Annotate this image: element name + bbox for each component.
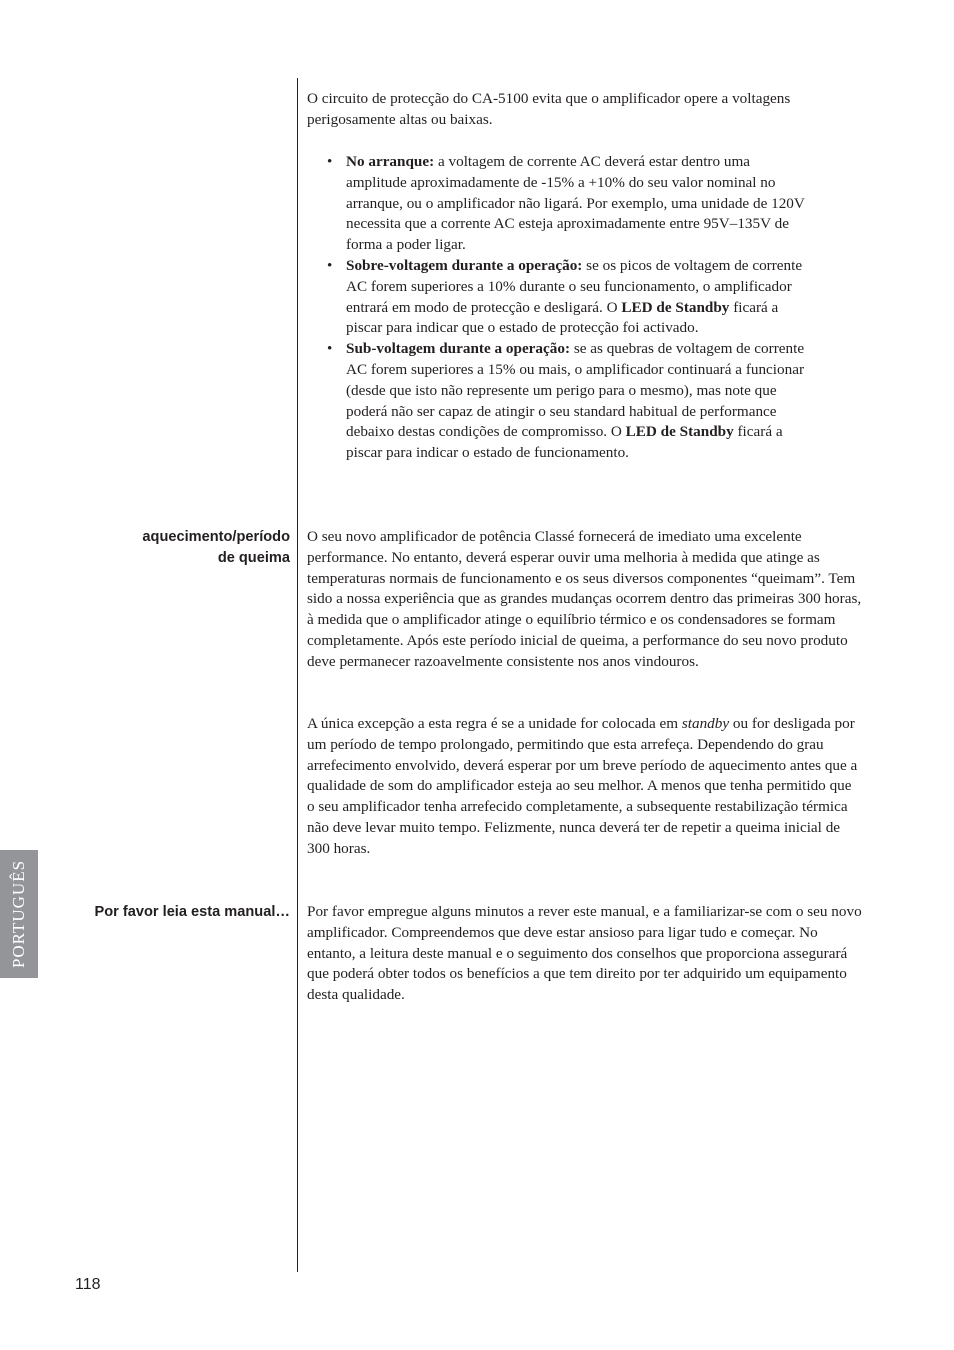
page-number: 118 — [75, 1276, 101, 1293]
heading-line: Por favor leia esta manual… — [94, 904, 290, 920]
bullet-startup — [327, 152, 807, 256]
bullet-text: a voltagem de corrente AC deverá estar dentro uma amplitude aproximadamente de -15% a +10% do seu valor nominal no arranque, ou o amplificador não ligará. Por exemplo, uma unidade de 120V necessita que a corrente AC esteja aproximadamente entre 95V–135V de forma a poder ligar. — [346, 153, 805, 254]
bullet-title: No arranque: — [346, 153, 435, 170]
intro-paragraph — [307, 89, 862, 131]
warmup-paragraph-1 — [307, 527, 862, 673]
bullet-text: se as quebras de voltagem de corrente AC forem superiores a 15% ou mais, o amplificador continuará a funcionar (desde que isto não represente um perigo para o mesmo), mas note que poderá não ser capaz de atingir o seu standard habitual de performance debaixo destas condições de compromisso. O — [346, 340, 805, 441]
paragraph-text — [307, 714, 862, 860]
column-divider — [297, 78, 298, 1272]
heading-line: de queima — [217, 549, 290, 566]
bullet-dot: • — [327, 256, 333, 274]
bullet-text: se os picos de voltagem de corrente AC forem superiores a 10% durante o seu funcionamento, o amplificador entrará em modo de protecção e desligará. O — [346, 256, 803, 316]
paragraph-text: Por favor empregue alguns minutos a rever este manual, e a familiarizar-se com o seu novo amplificador. Compreendemos que deve estar ansioso para ligar tudo e começar. No entanto, a leitura deste manual e o seguimento dos conselhos que proporciona assegurará que poderá obter todos os benefícios a que tem direito por ter adquirido um equipamento desta qualidade. — [307, 903, 862, 1004]
paragraph-text-end: ou for desligada por um período de tempo prolongado, permitindo que esta arrefeça. Dependendo do grau arrefecimento envolvido, deverá esperar por um breve período de aquecimento antes que a qualidade de som do amplificador esteja ao seu melhor. A menos que tenha permitido que o seu amplificador tenha arrefecido completamente, a subsequente restabilização térmica não deve levar muito tempo. Felizmente, nunca deverá ter de repetir a queima inicial de 300 horas. — [307, 715, 858, 857]
bullet-title: Sub-voltagem durante a operação: — [346, 340, 571, 358]
section-heading-warmup — [142, 527, 290, 569]
standby-term: standby — [681, 715, 730, 732]
language-label: PORTUGUÊS — [9, 859, 28, 969]
manual-paragraph — [307, 902, 862, 1006]
section-heading-manual — [95, 902, 290, 923]
bullet-emphasis: LED de Standby — [625, 423, 734, 441]
language-side-tab — [0, 850, 38, 978]
heading-line: aquecimento/período — [142, 529, 290, 545]
bullet-title: Sobre-voltagem durante a operação: — [346, 256, 583, 274]
paragraph-text-start: A única excepção a esta regra é se a unidade for colocada em — [307, 715, 682, 732]
bullet-dot: • — [327, 340, 333, 358]
intro-text: O circuito de protecção do CA-5100 evita que o amplificador opere a voltagens perigosamente altas ou baixas. — [307, 90, 791, 128]
warmup-paragraph-2 — [307, 714, 862, 860]
bullet-undervoltage — [327, 339, 807, 464]
bullet-text-end: ficará a piscar para indicar que o estado de protecção foi activado. — [346, 298, 779, 337]
bullet-dot: • — [327, 153, 333, 170]
bullet-overvoltage — [327, 256, 807, 339]
bullet-emphasis: LED de Standby — [621, 298, 730, 316]
paragraph-text: O seu novo amplificador de potência Classé fornecerá de imediato uma excelente performance. No entanto, deverá esperar ouvir uma melhoria à medida que atinge as temperaturas normais de funcionamento e os seus diversos componentes “queimam”. Tem sido a nossa experiência que as grandes mudanças ocorrem dentro das primeiras 300 horas, à medida que o amplificador atinge o equilíbrio térmico e os condensadores se formam completamente. Após este período inicial de queima, a performance do seu novo produto deve permanecer razoavelmente consistente nos anos vindouros. — [307, 528, 862, 670]
protection-bullet-list — [327, 152, 807, 464]
bullet-text-end: ficará a piscar para indicar o estado de funcionamento. — [346, 423, 783, 462]
